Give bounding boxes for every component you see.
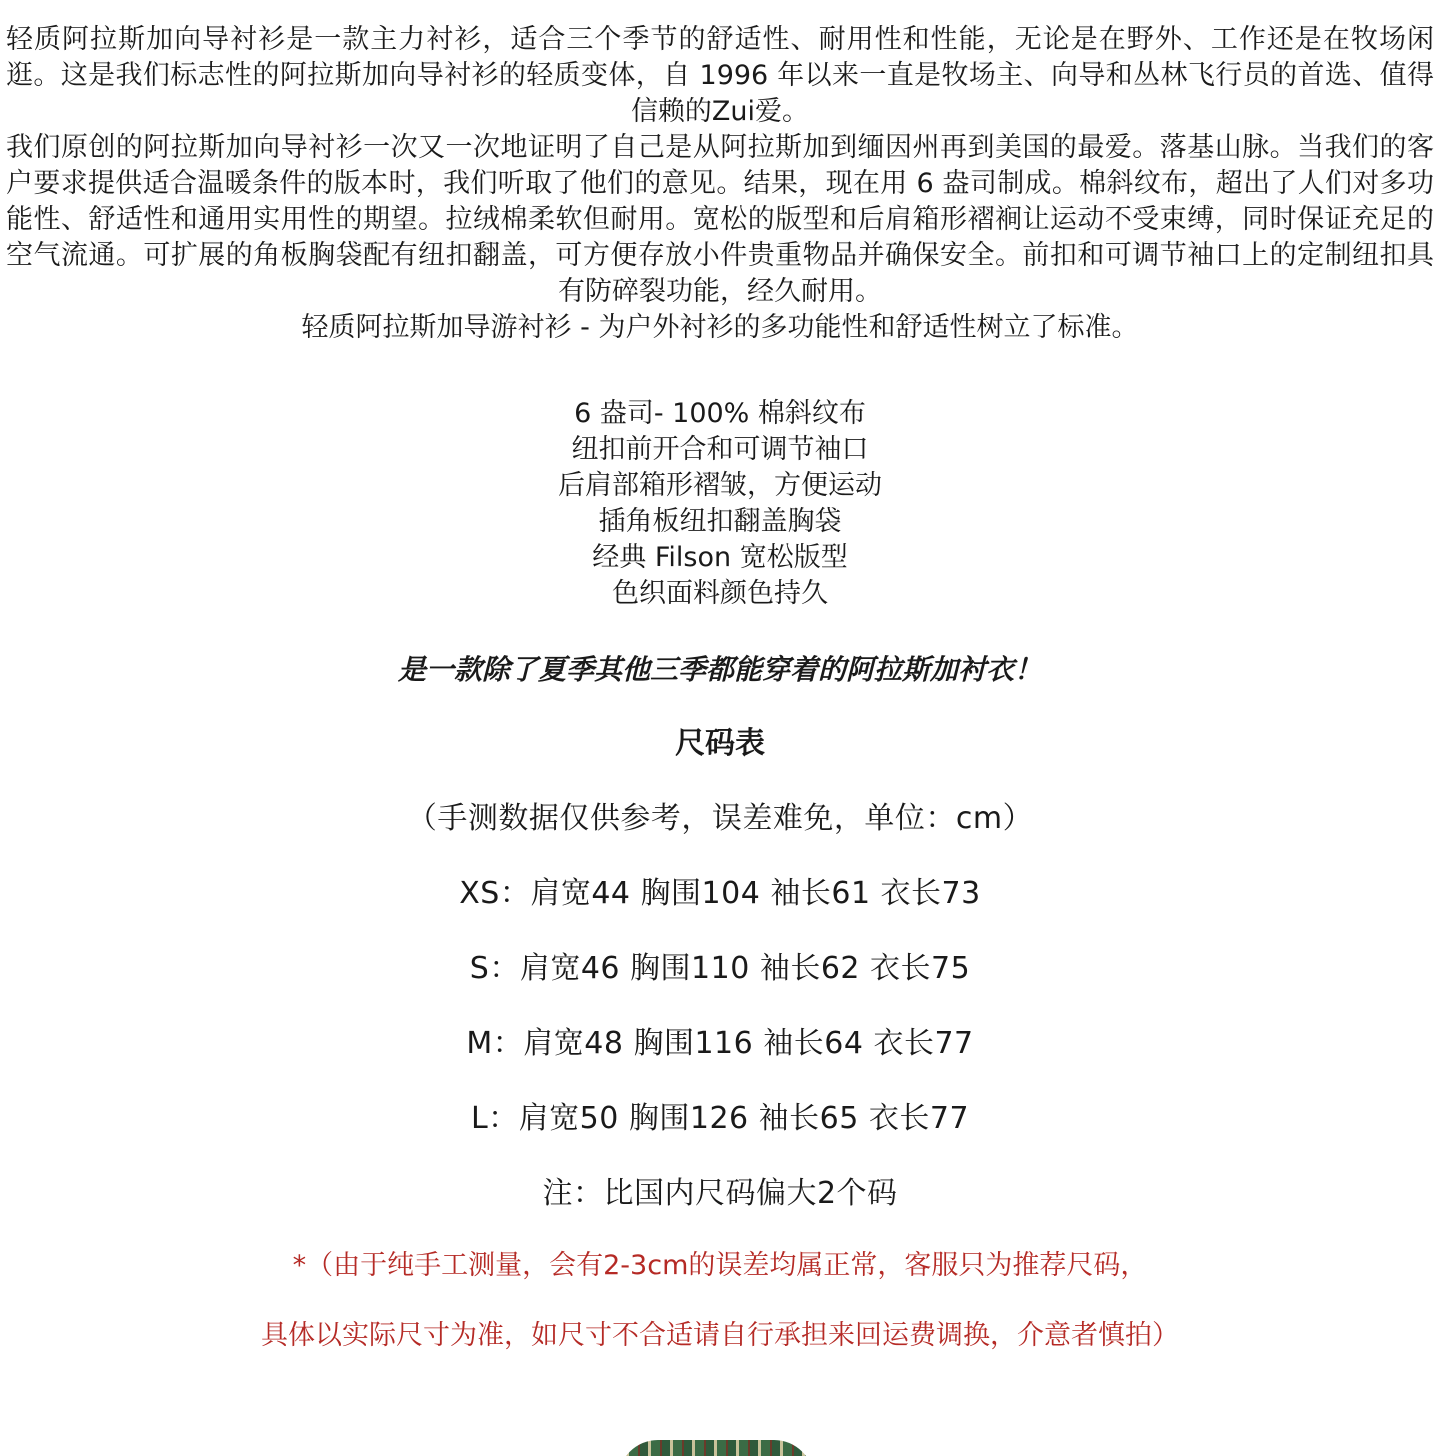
- size-row-xs: XS：肩宽44 胸围104 袖长61 衣长73: [459, 876, 981, 911]
- feature-item: 经典 Filson 宽松版型: [592, 542, 848, 573]
- size-chart-subtitle: （手测数据仅供参考，误差难免，单位：cm）: [406, 801, 1034, 836]
- feature-item: 后肩部箱形褶皱，方便运动: [558, 470, 882, 501]
- size-note: 注：比国内尺码偏大2个码: [542, 1176, 898, 1211]
- disclaimer-line-2: 具体以实际尺寸为准，如尺寸不合适请自行承担来回运费调换，介意者慎拍）: [261, 1320, 1179, 1351]
- size-row-m: M：肩宽48 胸围116 袖长64 衣长77: [466, 1026, 974, 1061]
- size-row-s: S：肩宽46 胸围110 袖长62 衣长75: [469, 951, 971, 986]
- description-paragraph-1: 轻质阿拉斯加向导衬衫是一款主力衬衫，适合三个季节的舒适性、耐用性和性能，无论是在野外、工作还是在牧场闲逛。这是我们标志性的阿拉斯加向导衬衫的轻质变体，自 1996 年以来一直是牧场主、向导和丛林飞行员的首选、值得信赖的Zui爱。: [6, 24, 1434, 127]
- slogan: 是一款除了夏季其他三季都能穿着的阿拉斯加衬衣！: [397, 653, 1042, 686]
- feature-item: 插角板纽扣翻盖胸袋: [598, 506, 842, 537]
- feature-item: 色织面料颜色持久: [612, 578, 828, 609]
- feature-item: 纽扣前开合和可调节袖口: [571, 434, 869, 465]
- feature-list: [0, 396, 1440, 612]
- size-row-l: L：肩宽50 胸围126 袖长65 衣长77: [470, 1101, 970, 1136]
- feature-item: 6 盎司- 100% 棉斜纹布: [574, 398, 866, 429]
- size-chart-title: 尺码表: [675, 726, 765, 761]
- description-paragraph-3: 轻质阿拉斯加导游衬衫 - 为户外衬衫的多功能性和舒适性树立了标准。: [301, 312, 1139, 343]
- description-paragraph-2: 我们原创的阿拉斯加向导衬衫一次又一次地证明了自己是从阿拉斯加到缅因州再到美国的最爱。落基山脉。当我们的客户要求提供适合温暖条件的版本时，我们听取了他们的意见。结果，现在用 6 盎司制成。棉斜纹布，超出了人们对多功能性、舒适性和通用实用性的期望。拉绒棉柔软但耐用。宽松的版型和后肩箱形褶裥让运动不受束缚，同时保证充足的空气流通。可扩展的角板胸袋配有纽扣翻盖，可方便存放小件贵重物品并确保安全。前扣和可调节袖口上的定制纽扣具有防碎裂功能，经久耐用。: [6, 132, 1434, 307]
- disclaimer-line-1: *（由于纯手工测量，会有2-3cm的误差均属正常，客服只为推荐尺码，: [292, 1250, 1148, 1281]
- product-photo-edge: [618, 1440, 814, 1456]
